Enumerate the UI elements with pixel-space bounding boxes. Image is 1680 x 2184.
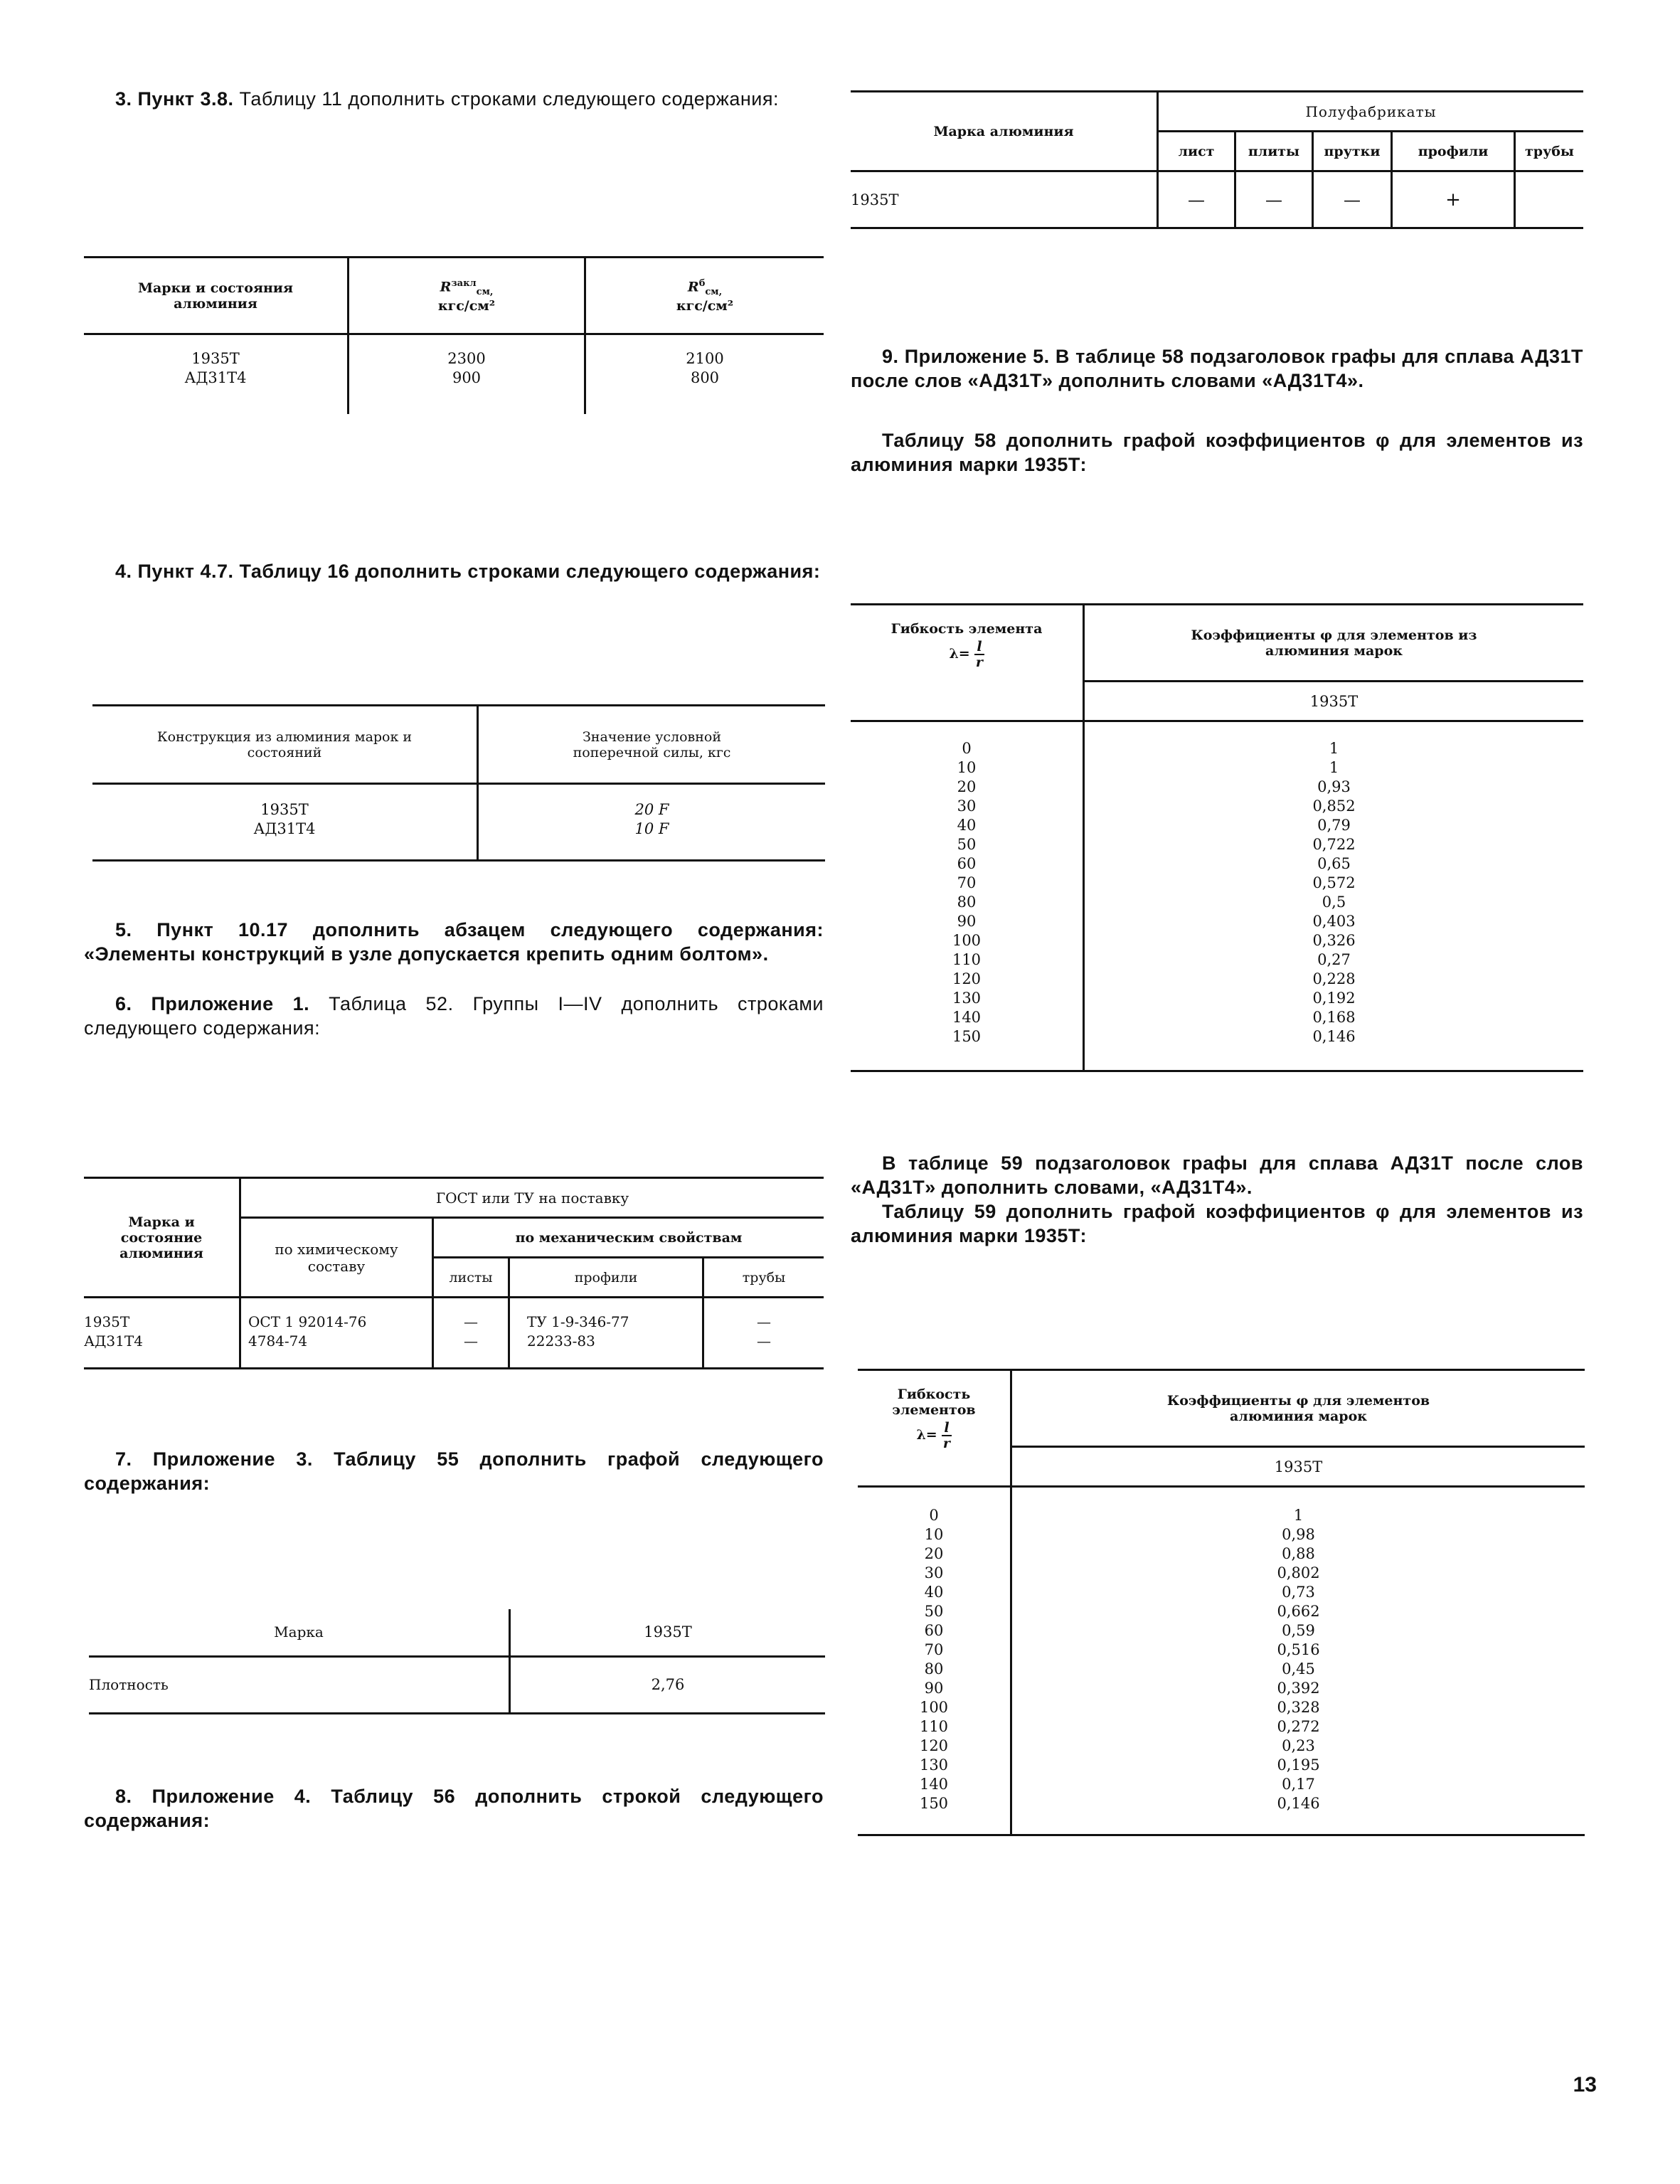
t59-phi-value: 0,516 [1277, 1641, 1320, 1658]
t56-col-plates: плиты [1235, 132, 1313, 171]
t11-header-rclosed: $R^{закл}_{см,}$ кгс/см² [437, 278, 496, 314]
t55-header-1935t: 1935Т [510, 1609, 826, 1656]
t59-phi-value: 0,272 [1277, 1718, 1320, 1735]
t59-phi-value: 0,23 [1282, 1737, 1315, 1754]
t59-lambda-value: 120 [919, 1737, 949, 1754]
t56-cell [1515, 171, 1584, 228]
t11-cell: 2100 [686, 350, 724, 367]
t58-lambda-value: 100 [952, 932, 982, 949]
t52-header-brand: Марка и состояние алюминия [119, 1214, 203, 1261]
t52-cell: — [757, 1332, 771, 1350]
paragraph-9-text: В таблице 58 подзаголовок графы для сплава АД31Т после слов «АД31Т» дополнить словами «АД31Т4». [851, 346, 1583, 391]
t59-lambda-value: 0 [929, 1507, 939, 1524]
paragraph-8 [84, 1784, 824, 1833]
t59-lambda-value: 40 [924, 1584, 944, 1601]
t59-lambda-value: 10 [924, 1526, 944, 1543]
t52-cell: ТУ 1-9-346-77 [527, 1313, 629, 1330]
t59-lambda-value: 140 [919, 1776, 949, 1793]
t56-header-semi: Полуфабрикаты [1158, 92, 1584, 132]
t58-lambda-value: 150 [952, 1028, 982, 1045]
t58-lambda-value: 90 [957, 913, 977, 930]
t58-lambda-formula: λ= $\frac{l}{r}$ [949, 639, 983, 670]
paragraph-5-text: дополнить абзацем следующего содержания: «Элементы конструкций в узле допускается крепить одним болтом». [84, 919, 824, 965]
paragraph-6-text: Таблица 52. Группы I—IV дополнить строками следующего содержания: [84, 993, 824, 1039]
t58-lambda-column [851, 721, 1084, 1071]
t56-cell: — [1158, 171, 1235, 228]
t58-lambda-value: 50 [957, 836, 977, 853]
t58-lambda-value: 60 [957, 855, 977, 872]
t56-col-pipes: трубы [1515, 132, 1584, 171]
t52-cell: — [464, 1332, 478, 1350]
paragraph-9b [851, 428, 1583, 477]
t11-cell: АД31Т4 [184, 369, 247, 386]
t58-lambda-value: 40 [957, 817, 977, 834]
t16-header-force: Значение условной поперечной силы, кгс [573, 728, 731, 760]
t59-phi-column [1011, 1487, 1585, 1835]
t55-row-value: 2,76 [651, 1676, 685, 1693]
t59-header-flexibility: Гибкость элементов [892, 1387, 976, 1418]
t52-cell: 1935Т [84, 1313, 130, 1330]
paragraph-10-head: В таблице 59 [882, 1152, 1024, 1174]
t58-lambda-value: 20 [957, 778, 977, 795]
t59-lambda-value: 20 [924, 1545, 944, 1562]
paragraph-4-head: 4. Пункт 4.7. [115, 561, 234, 582]
t58-lambda-value: 30 [957, 797, 977, 815]
paragraph-5 [84, 918, 824, 966]
t59-phi-value: 0,392 [1277, 1680, 1320, 1697]
paragraph-8-text: Таблицу 56 дополнить строкой следующего содержания: [84, 1786, 824, 1831]
t52-header-sheets: листы [433, 1258, 509, 1298]
paragraph-10-text: подзаголовок графы для сплава АД31Т после слов «АД31Т» дополнить словами, «АД31Т4». [851, 1152, 1583, 1198]
t52-header-mechanical: по механическим свойствам [433, 1218, 824, 1258]
t56-cell: — [1235, 171, 1313, 228]
paragraph-10b [851, 1199, 1583, 1248]
t52-cell: — [757, 1313, 771, 1330]
t59-phi-value: 0,59 [1282, 1622, 1315, 1639]
t59-lambda-value: 110 [919, 1718, 949, 1735]
t59-lambda-value: 130 [919, 1756, 949, 1774]
t59-phi-value: 1 [1293, 1507, 1304, 1524]
t16-cell: 20 F [634, 801, 669, 818]
t55-row-label: Плотность [89, 1656, 510, 1713]
paragraph-10b-text: дополнить графой коэффициентов φ для элементов из алюминия марки 1935Т: [851, 1201, 1583, 1246]
t58-lambda-value: 130 [952, 990, 982, 1007]
t52-header-chemical: по химическому составу [275, 1240, 398, 1275]
t58-phi-value: 0,572 [1312, 874, 1356, 891]
t52-cell: ОСТ 1 92014-76 [248, 1313, 367, 1330]
t58-phi-value: 0,326 [1312, 932, 1356, 949]
page-number: 13 [1573, 2073, 1597, 2096]
t56-col-profiles: профили [1392, 132, 1515, 171]
t58-lambda-value: 140 [952, 1009, 982, 1026]
t16-cell: 10 F [634, 820, 669, 837]
t59-lambda-value: 150 [919, 1795, 949, 1812]
t56-cell: + [1392, 171, 1515, 228]
t59-lambda-value: 30 [924, 1564, 944, 1581]
t59-header-1935t: 1935Т [1011, 1447, 1585, 1487]
t59-phi-value: 0,73 [1282, 1584, 1315, 1601]
t16-cell: АД31Т4 [253, 820, 316, 837]
t52-header-pipes: трубы [703, 1258, 824, 1298]
t59-phi-value: 0,662 [1277, 1603, 1320, 1620]
t52-cell: АД31Т4 [84, 1332, 143, 1350]
t58-lambda-value: 110 [952, 951, 982, 968]
t59-lambda-value: 100 [919, 1699, 949, 1716]
t59-lambda-value: 80 [924, 1660, 944, 1677]
t58-phi-value: 0,192 [1312, 990, 1356, 1007]
t58-phi-value: 0,146 [1312, 1028, 1356, 1045]
paragraph-7-text: Таблицу 55 дополнить графой следующего содержания: [84, 1448, 824, 1494]
table-58 [851, 603, 1583, 1072]
paragraph-9 [851, 344, 1583, 393]
t52-header-profiles: профили [509, 1258, 703, 1298]
paragraph-3 [84, 87, 824, 111]
t59-lambda-value: 90 [924, 1680, 944, 1697]
t59-phi-value: 0,98 [1282, 1526, 1315, 1543]
table-52 [84, 1177, 824, 1369]
paragraph-9-head: 9. Приложение 5. [882, 346, 1050, 367]
table-16 [92, 704, 825, 862]
t58-phi-value: 1 [1329, 740, 1339, 757]
t59-phi-value: 0,146 [1277, 1795, 1320, 1812]
t11-cell: 800 [690, 369, 720, 386]
table-56 [851, 90, 1583, 229]
t58-phi-value: 0,5 [1322, 894, 1346, 911]
t58-phi-value: 0,79 [1317, 817, 1351, 834]
paragraph-4-text: Таблицу 16 дополнить строками следующего содержания: [233, 561, 821, 582]
t59-header-coeff: Коэффициенты φ для элементов алюминия марок [1166, 1392, 1430, 1424]
t59-lambda-value: 60 [924, 1622, 944, 1639]
t58-phi-value: 1 [1329, 759, 1339, 776]
t16-header-construction: Конструкция из алюминия марок и состояний [156, 728, 413, 760]
t59-phi-value: 0,45 [1282, 1660, 1315, 1677]
t58-lambda-value: 10 [957, 759, 977, 776]
t58-phi-value: 0,168 [1312, 1009, 1356, 1026]
t59-phi-value: 0,88 [1282, 1545, 1315, 1562]
table-11 [84, 256, 824, 414]
table-59 [858, 1369, 1585, 1836]
t58-phi-value: 0,65 [1317, 855, 1351, 872]
t11-cell: 1935Т [191, 350, 240, 367]
paragraph-9b-text: Таблицу 58 дополнить графой коэффициентов φ для элементов из алюминия марки 1935Т: [851, 430, 1583, 475]
paragraph-5-head: 5. Пункт 10.17 [115, 919, 289, 940]
t56-header-brand: Марка алюминия [851, 92, 1158, 171]
t58-phi-value: 0,722 [1312, 836, 1356, 853]
t59-phi-value: 0,195 [1277, 1756, 1320, 1774]
t59-lambda-value: 50 [924, 1603, 944, 1620]
paragraph-3-head: 3. Пункт 3.8. [115, 88, 234, 110]
paragraph-10 [851, 1151, 1583, 1199]
t55-header-brand: Марка [89, 1609, 510, 1656]
paragraph-6 [84, 992, 824, 1040]
paragraph-8-head: 8. Приложение 4. [115, 1786, 312, 1807]
t58-phi-value: 0,27 [1317, 951, 1351, 968]
t11-header-rb: $R^б_{см,}$ кгс/см² [676, 278, 734, 314]
paragraph-4 [84, 559, 824, 583]
t59-lambda-column [858, 1487, 1011, 1835]
t58-phi-column [1084, 721, 1584, 1071]
t52-cell: 22233-83 [527, 1332, 595, 1350]
t58-lambda-value: 80 [957, 894, 977, 911]
t11-cell: 900 [452, 369, 482, 386]
t52-cell: — [464, 1313, 478, 1330]
t58-header-coeff: Коэффициенты φ для элементов из алюминия марок [1191, 627, 1477, 659]
t58-lambda-value: 0 [962, 740, 972, 757]
t56-col-sheet: лист [1158, 132, 1235, 171]
paragraph-10b-head: Таблицу 59 [882, 1201, 996, 1222]
t59-phi-value: 0,328 [1277, 1699, 1320, 1716]
t58-phi-value: 0,228 [1312, 970, 1356, 987]
t56-cell: — [1313, 171, 1392, 228]
t58-phi-value: 0,403 [1312, 913, 1356, 930]
t56-cell: 1935Т [851, 171, 1158, 228]
t58-lambda-value: 120 [952, 970, 982, 987]
t58-header-1935t: 1935Т [1084, 682, 1584, 721]
t58-header-flexibility: Гибкость элемента [890, 621, 1043, 637]
t59-phi-value: 0,802 [1277, 1564, 1320, 1581]
t58-lambda-value: 70 [957, 874, 977, 891]
t52-cell: 4784-74 [248, 1332, 308, 1350]
table-55 [89, 1609, 825, 1714]
t59-lambda-value: 70 [924, 1641, 944, 1658]
t59-lambda-formula: λ= $\frac{l}{r}$ [916, 1420, 950, 1451]
t11-header-brand: Марки и состояния алюминия [137, 280, 294, 312]
t56-col-rods: прутки [1313, 132, 1392, 171]
t58-phi-value: 0,852 [1312, 797, 1356, 815]
t59-phi-value: 0,17 [1282, 1776, 1315, 1793]
paragraph-6-head: 6. Приложение 1. [115, 993, 310, 1014]
paragraph-7-head: 7. Приложение 3. [115, 1448, 313, 1470]
paragraph-3-text: Таблицу 11 дополнить строками следующего содержания: [233, 88, 779, 110]
t52-header-gost: ГОСТ или ТУ на поставку [240, 1178, 824, 1218]
t16-cell: 1935Т [260, 801, 309, 818]
paragraph-7 [84, 1447, 824, 1495]
t11-cell: 2300 [447, 350, 486, 367]
t58-phi-value: 0,93 [1317, 778, 1351, 795]
